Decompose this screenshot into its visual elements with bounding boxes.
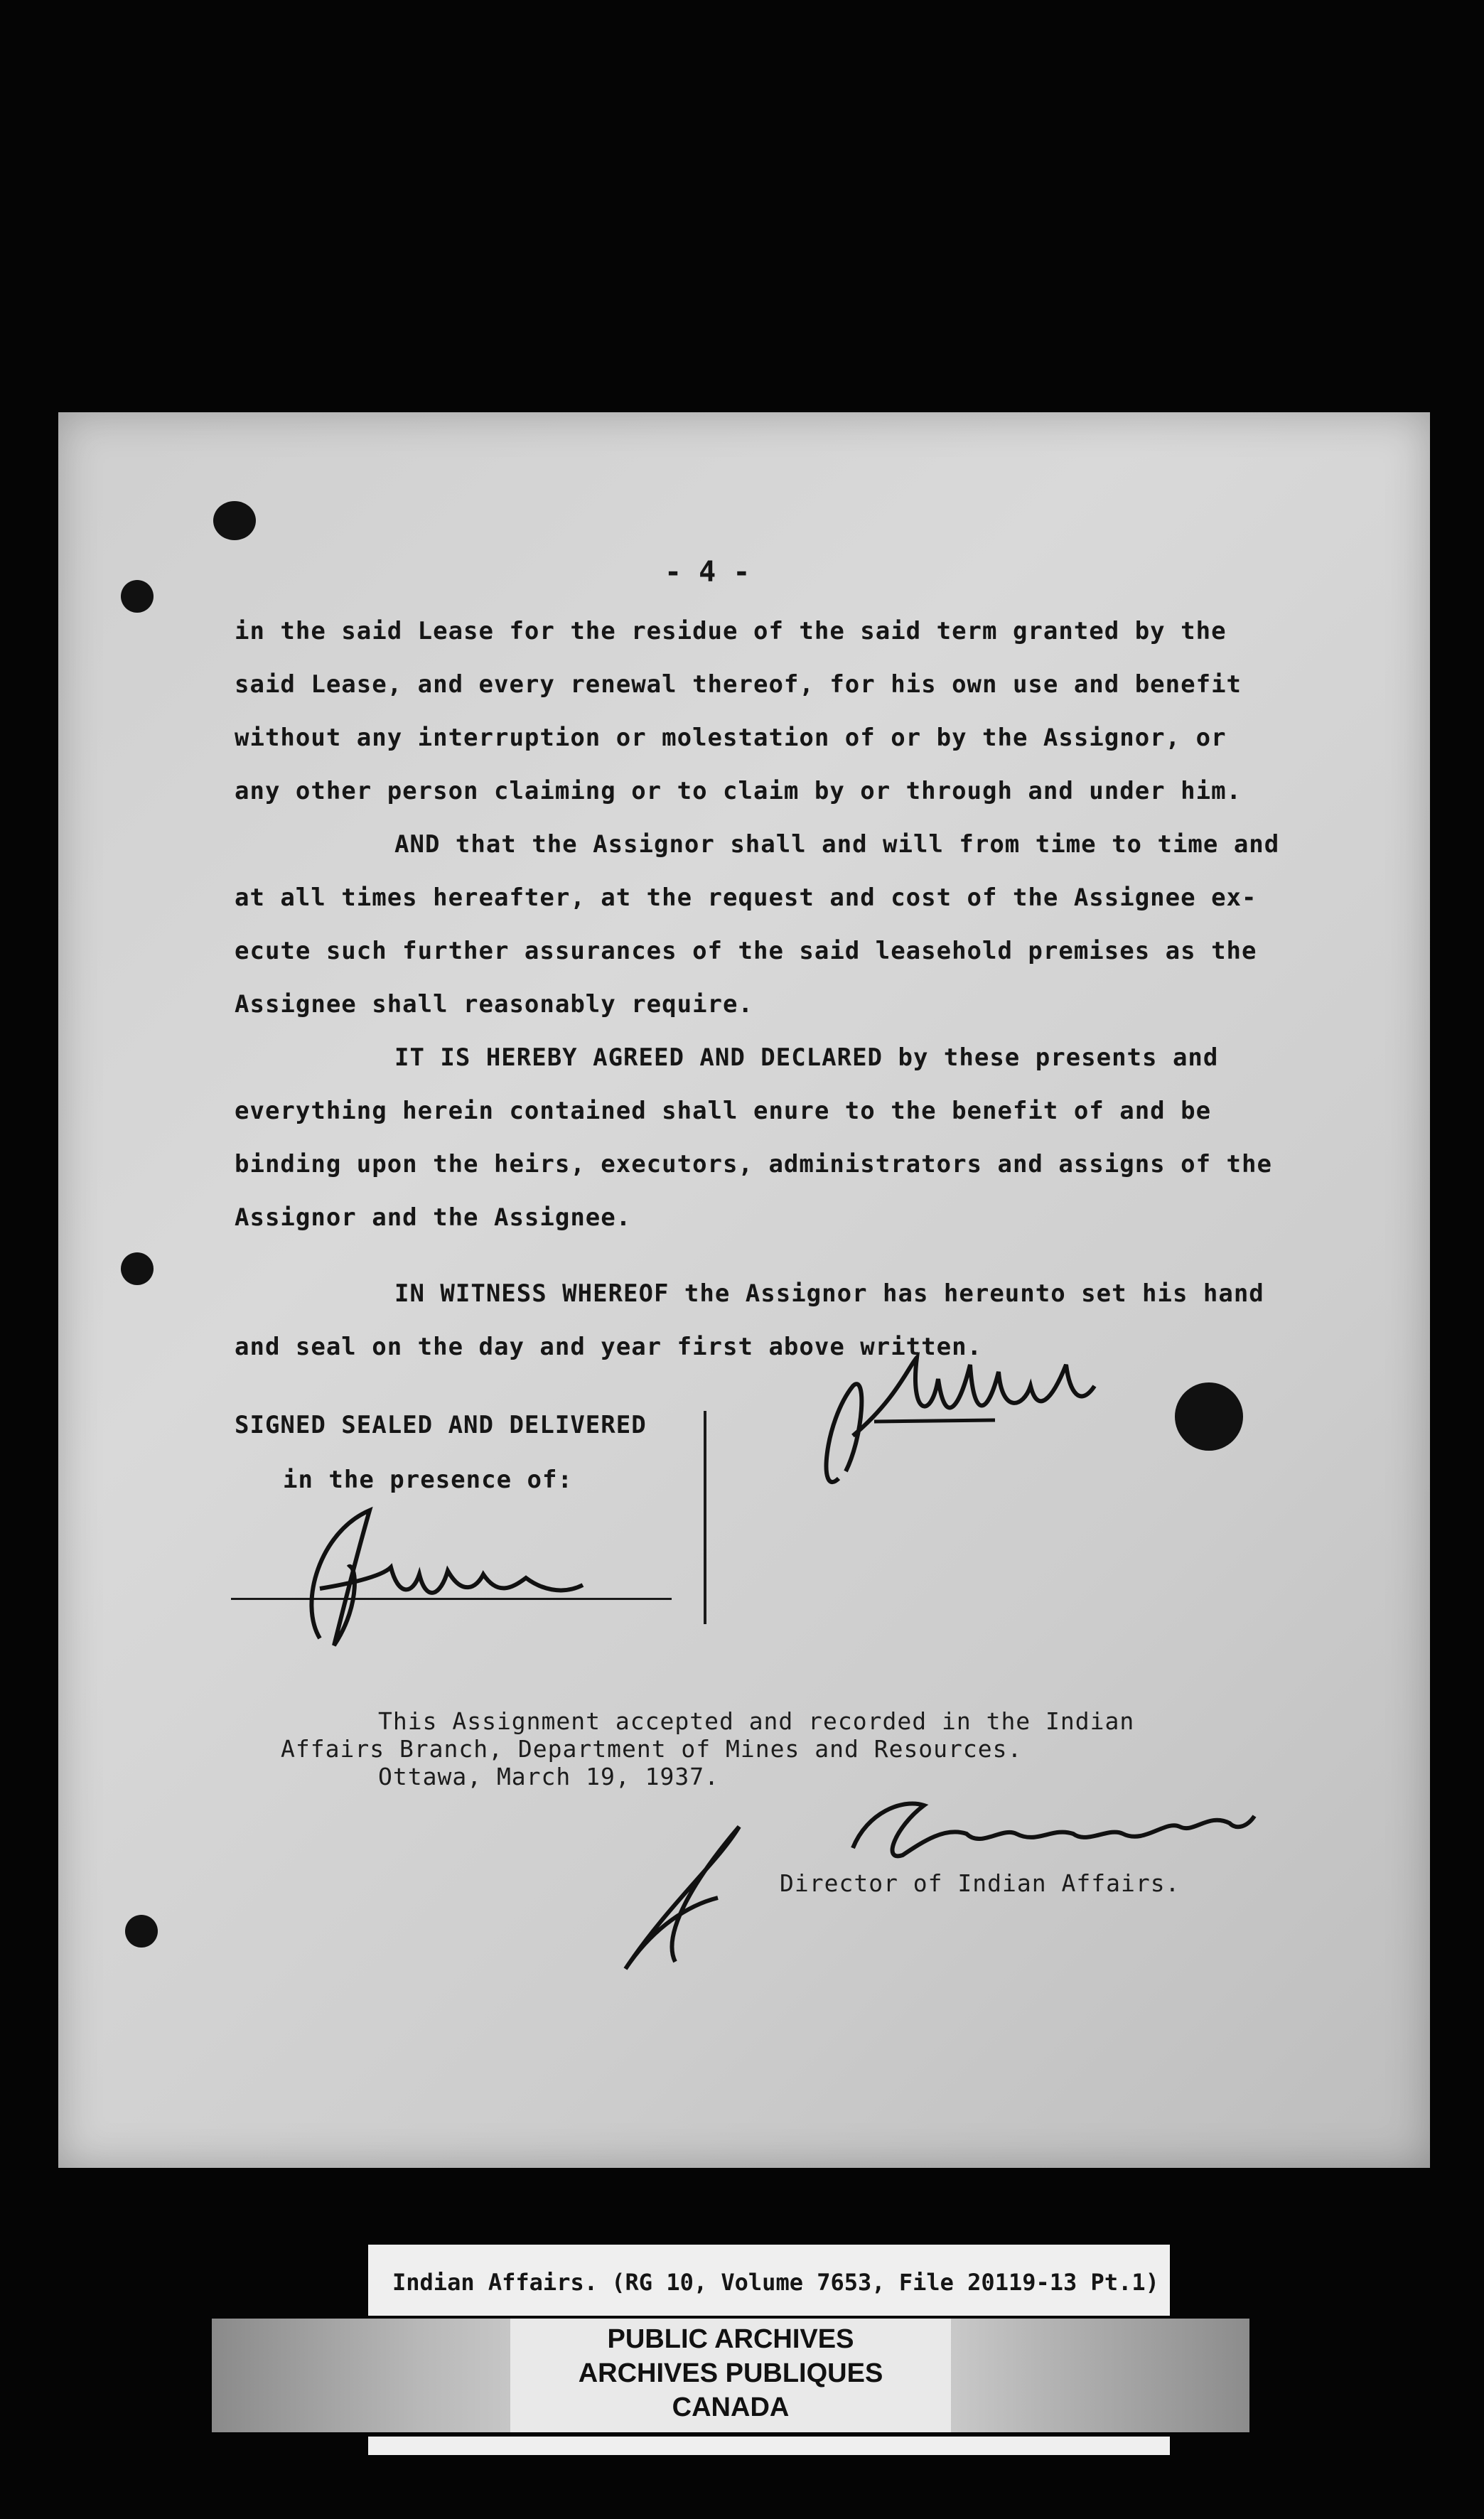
director-title: Director of Indian Affairs. [780,1869,1181,1897]
assignor-signature [810,1336,1109,1507]
punch-hole [125,1915,158,1948]
punch-hole [121,1252,154,1285]
archive-reference: Indian Affairs. (RG 10, Volume 7653, File 20119-13 Pt.1) [392,2269,1159,2296]
archive-stamp-band [212,2319,1249,2432]
body-line: Assignee shall reasonably require. [235,990,753,1019]
witness-subheading: in the presence of: [283,1466,573,1494]
witness-signature [291,1496,590,1653]
archive-line-1: PUBLIC ARCHIVES [607,2324,854,2354]
body-line: without any interruption or molestation of or by the Assignor, or [235,724,1227,752]
archive-bottom-strip [368,2437,1170,2455]
archive-line-3: CANADA [672,2392,790,2422]
punch-hole [1175,1382,1243,1451]
body-line: IN WITNESS WHEREOF the Assignor has hereunto set his hand [394,1279,1264,1308]
body-line: and seal on the day and year first above written. [235,1333,983,1361]
initials-signature [611,1820,753,1976]
punch-hole [213,501,256,540]
body-line: at all times hereafter, at the request and cost of the Assignee ex- [235,883,1257,912]
body-line: IT IS HEREBY AGREED AND DECLARED by these presents and [394,1043,1219,1072]
archive-reference-strip [368,2245,1170,2316]
body-line: everything herein contained shall enure to the benefit of and be [235,1097,1212,1125]
body-line: AND that the Assignor shall and will from time to time and [394,830,1280,859]
acceptance-line-2: Affairs Branch, Department of Mines and Resources. [281,1735,1023,1763]
acceptance-date: Ottawa, March 19, 1937. [378,1763,719,1790]
punch-hole [121,580,154,613]
body-line: said Lease, and every renewal thereof, for his own use and benefit [235,670,1242,699]
body-line: ecute such further assurances of the said leasehold premises as the [235,937,1257,965]
body-line: any other person claiming or to claim by or through and under him. [235,777,1242,805]
body-line: Assignor and the Assignee. [235,1203,632,1232]
body-line: in the said Lease for the residue of the said term granted by the [235,617,1227,645]
director-signature [839,1784,1258,1876]
archive-stamp [510,2319,951,2432]
witness-heading: SIGNED SEALED AND DELIVERED [235,1411,647,1439]
witness-bracket [704,1411,706,1624]
body-line: binding upon the heirs, executors, administrators and assigns of the [235,1150,1272,1178]
archive-line-2: ARCHIVES PUBLIQUES [578,2358,883,2388]
acceptance-line-1: This Assignment accepted and recorded in the Indian [378,1707,1135,1735]
page-number: - 4 - [665,556,751,589]
